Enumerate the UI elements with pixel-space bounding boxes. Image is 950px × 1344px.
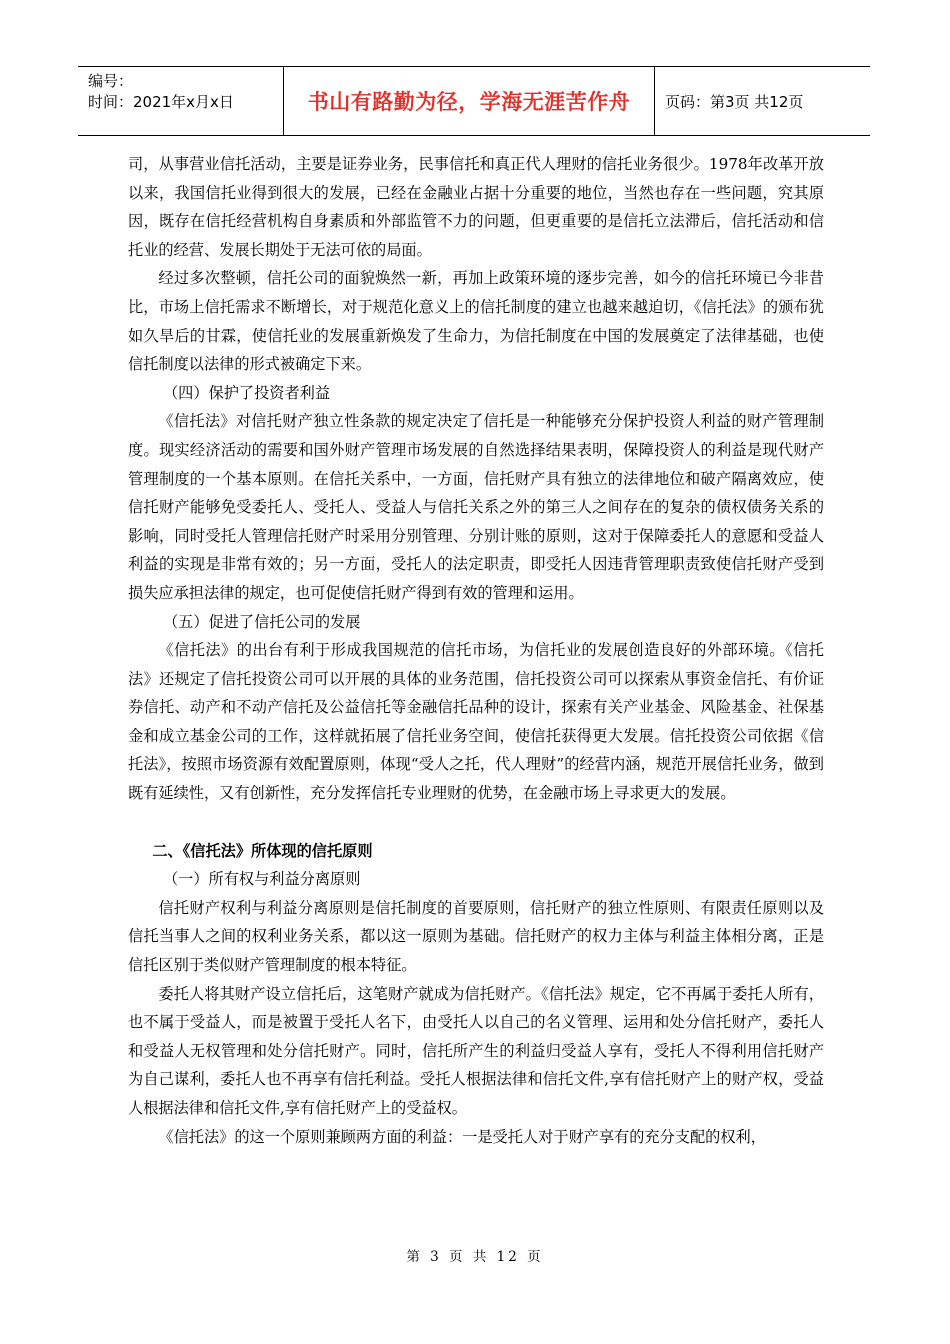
document-number-label: 编号： [88,72,134,90]
body-paragraph: 司，从事营业信托活动，主要是证券业务，民事信托和真正代人理财的信托业务很少。1978年改革开放以来，我国信托业得到很大的发展，已经在金融业占据十分重要的地位，当然也存在一些问题，究其原因，既存在信托经营机构自身素质和外部监管不力的问题，但更重要的是信托立法滞后，信托活动和信托业的经营、发展长期处于无法可依的局面。 [128,155,824,259]
document-date-label: 时间：2021年x月x日 [88,93,234,111]
subsection-heading: （四）保护了投资者利益 [162,383,331,402]
body-paragraph: 《信托法》对信托财产独立性条款的规定决定了信托是一种能够充分保护投资人利益的财产管理制度。现实经济活动的需要和国外财产管理市场发展的自然选择结果表明，保障投资人的利益是现代财产管理制度的一个基本原则。在信托关系中，一方面，信托财产具有独立的法律地位和破产隔离效应，使信托财产能够免受委托人、受托人、受益人与信托关系之外的第三人之间存在的复杂的债权债务关系的影响，同时受托人管理信托财产时采用分别管理、分别计账的原则，这对于保障委托人的意愿和受益人利益的实现是非常有效的；另一方面，受托人的法定职责，即受托人因违背管理职责致使信托财产受到损失应承担法律的规定，也可促使信托财产得到有效的管理和运用。 [128,412,824,602]
subsection-heading: （一）所有权与利益分离原则 [162,870,361,889]
body-paragraph: 信托财产权利与利益分离原则是信托制度的首要原则，信托财产的独立性原则、有限责任原则以及信托当事人之间的权利业务关系，都以这一原则为基础。信托财产的权力主体与利益主体相分离，正是信托区别于类似财产管理制度的根本特征。 [128,898,824,975]
body-paragraph: 《信托法》的出台有利于形成我国规范的信托市场，为信托业的发展创造良好的外部环境。《信托法》还规定了信托投资公司可以开展的具体的业务范围，信托投资公司可以探索从事资金信托、有价证券信托、动产和不动产信托及公益信托等金融信托品种的设计，探索有关产业基金、风险基金、社保基金和成立基金公司的工作，这样就拓展了信托业务空间，使信托获得更大发展。信托投资公司依据《信托法》，按照市场资源有效配置原则，体现“受人之托，代人理财”的经营内涵，规范开展信托业务，做到既有延续性，又有创新性，充分发挥信托专业理财的优势，在金融市场上寻求更大的发展。 [128,641,824,803]
header-motto: 书山有路勤为径，学海无涯苦作舟 [283,67,655,135]
section-heading: 二、《信托法》所体现的信托原则 [152,841,373,860]
page-header [78,66,870,136]
body-paragraph: 经过多次整顿，信托公司的面貌焕然一新，再加上政策环境的逐步完善，如今的信托环境已今非昔比，市场上信托需求不断增长，对于规范化意义上的信托制度的建立也越来越迫切，《信托法》的颁布犹如久旱后的甘霖，使信托业的发展重新焕发了生命力，为信托制度在中国的发展奠定了法律基础，也使信托制度以法律的形式被确定下来。 [128,269,824,374]
subsection-heading: （五）促进了信托公司的发展 [162,612,361,631]
page-footer: 第 3 页 共 12 页 [406,1249,544,1265]
header-page-label: 页码：第3页 共12页 [665,92,804,111]
body-paragraph: 《信托法》的这一个原则兼顾两方面的利益：一是受托人对于财产享有的充分支配的权利， [158,1127,766,1146]
header-meta [78,67,283,135]
document-body [128,150,824,1151]
body-paragraph: 委托人将其财产设立信托后，这笔财产就成为信托财产。《信托法》规定，它不再属于委托人所有，也不属于受益人，而是被置于受托人名下，由受托人以自己的名义管理、运用和处分信托财产，委托人和受益人无权管理和处分信托财产。同时，信托所产生的利益归受益人享有，受托人不得利用信托财产为自己谋利，委托人也不再享有信托利益。受托人根据法律和信托文件,享有信托财产上的财产权，受益人根据法律和信托文件,享有信托财产上的受益权。 [128,984,824,1117]
